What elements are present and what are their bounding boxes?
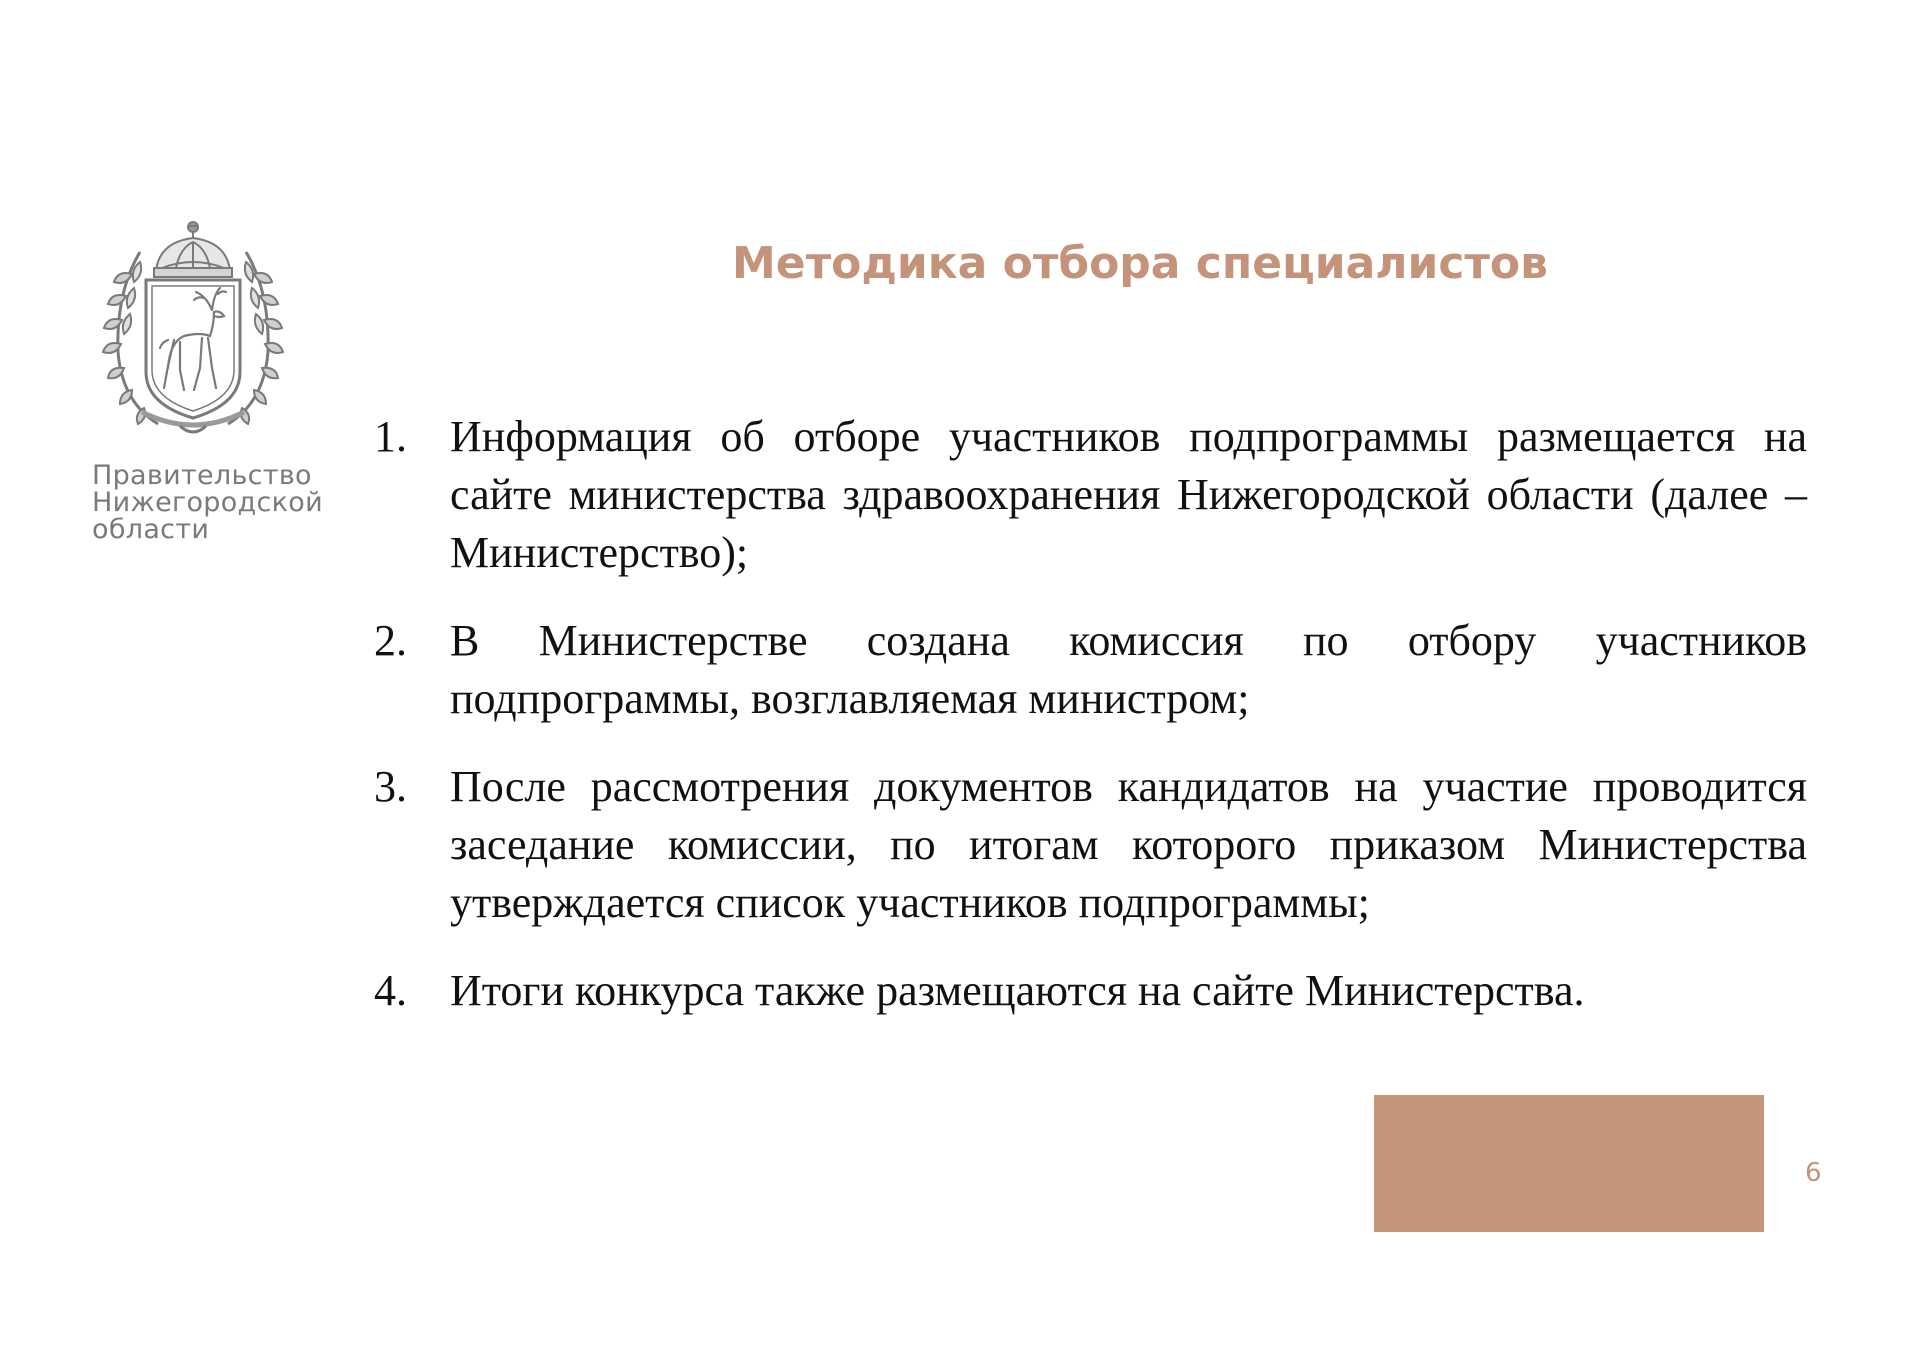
list-item	[374, 612, 1807, 728]
item-number: 2.	[374, 616, 407, 665]
org-name-line: Правительство	[92, 460, 312, 491]
item-number: 1.	[374, 412, 407, 461]
page-number: 6	[1805, 1158, 1822, 1188]
item-text: Информация об отборе участников подпрограммы размещается на сайте министерства здравоохранения Нижегородской области (далее – Министерство);	[450, 412, 1807, 577]
list-item	[374, 962, 1807, 1020]
item-number: 3.	[374, 762, 407, 811]
selection-steps-list	[374, 408, 1807, 1050]
item-text: После рассмотрения документов кандидатов на участие проводится заседание комиссии, по итогам которого приказом Министерства утверждается список участников подпрограммы;	[450, 762, 1807, 927]
item-text: В Министерстве создана комиссия по отбору участников подпрограммы, возглавляемая министром;	[450, 616, 1807, 723]
slide-title: Методика отбора специалистов	[732, 238, 1548, 289]
list-item	[374, 408, 1807, 582]
organization-name	[92, 462, 332, 543]
decorative-color-block	[1374, 1095, 1764, 1232]
coat-of-arms-deer-icon	[88, 212, 298, 448]
item-text: Итоги конкурса также размещаются на сайте Министерства.	[450, 966, 1585, 1015]
org-name-line: Нижегородской	[92, 487, 323, 518]
list-item	[374, 758, 1807, 932]
org-name-line: области	[92, 514, 210, 545]
item-number: 4.	[374, 966, 407, 1015]
